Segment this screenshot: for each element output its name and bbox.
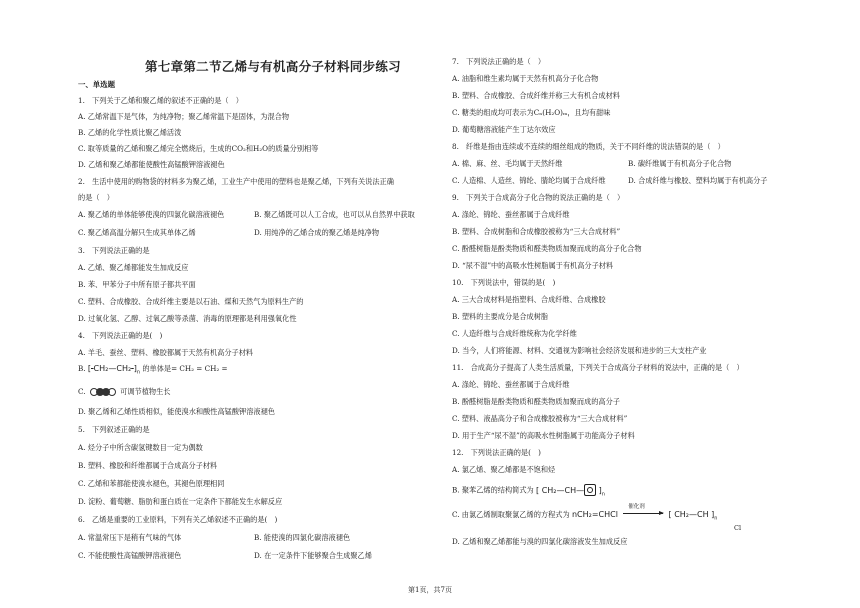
q8-option-b: B. 碳纤维属于有机高分子化合物 <box>628 159 732 168</box>
polystyrene-formula: [ CH₂—CH— ]$_n$ <box>536 485 605 498</box>
q9-option-d: D. “尿不湿”中的高吸水性树脂属于有机高分子材料 <box>452 261 614 270</box>
polyethylene-formula: [ CH₂—CH₂ ]$_n$ <box>87 364 141 376</box>
q12-option-b-text: B. 聚苯乙烯的结构简式为 <box>452 485 534 495</box>
q2-stem: 2. 生活中使用的购物袋的材料多为聚乙烯，工业生产中使用的塑料也是聚乙烯，下列有关说法正确 <box>78 177 394 186</box>
q8-option-a: A. 棉、麻、丝、毛均属于天然纤维 <box>452 159 563 168</box>
q10-stem: 10. 下列说法中，错误的是( ) <box>452 278 556 287</box>
q2-option-a: A. 聚乙烯的单体能够使溴的四氯化碳溶液褪色 <box>78 210 225 219</box>
q3-option-d: D. 过氧化氢、乙醇、过氧乙酸等杀菌、消毒的原理都是利用强氧化性 <box>78 314 297 323</box>
q2-option-c: C. 聚乙烯高温分解只生成其单体乙烯 <box>78 228 196 237</box>
q10-option-d: D. 当今，人们将能源、材料、交通视为影响社会经济发展和进步的三大支柱产业 <box>452 346 707 355</box>
q11-option-a: A. 涤纶、锦纶、蚕丝都属于合成纤维 <box>452 380 570 389</box>
q7-option-d: D. 葡萄糖溶液能产生丁达尔效应 <box>452 125 556 134</box>
section-heading: 一、单选题 <box>78 80 115 89</box>
q3-option-c: C. 塑料、合成橡胶、合成纤维主要是以石油、煤和天然气为原料生产的 <box>78 297 304 306</box>
q10-option-b: B. 塑料的主要成分是合成树脂 <box>452 312 549 321</box>
q6-option-a: A. 常温常压下是稍有气味的气体 <box>78 533 182 542</box>
q9-option-c: C. 酚醛树脂是酚类物质和醛类物质加聚而成的高分子化合物 <box>452 244 642 253</box>
ethylene-ball-model-icon <box>91 387 115 397</box>
q4-option-b: B. [ CH₂—CH₂ ]$_n$ 的单体是= CH₂ = CH₂ = <box>78 364 228 376</box>
q6-option-c: C. 不能使酸性高锰酸钾溶液褪色 <box>78 551 182 560</box>
page-title: 第七章第二节乙烯与有机高分子材料同步练习 <box>144 59 401 74</box>
q7-option-b: B. 塑料、合成橡胶、合成纤维并称三大有机合成材料 <box>452 91 620 100</box>
q3-option-b: B. 苯、甲苯分子中所有原子都共平面 <box>78 280 196 289</box>
q1-option-d: D. 乙烯和聚乙烯都能使酸性高锰酸钾溶液褪色 <box>78 160 225 169</box>
q12-option-d: D. 乙烯和聚乙烯都能与溴的四氯化碳溶液发生加成反应 <box>452 537 628 546</box>
q8-stem: 8. 纤维是指由连续或不连续的细丝组成的物质，关于不同纤维的说法错误的是（ ） <box>452 142 725 151</box>
q11-stem: 11. 合成高分子提高了人类生活质量，下列关于合成高分子材料的说法中，正确的是（ ） <box>452 363 744 372</box>
q5-stem: 5. 下列叙述正确的是 <box>78 425 150 434</box>
q9-option-b: B. 塑料、合成树脂和合成橡胶被称为“三大合成材料” <box>452 227 621 236</box>
q3-option-a: A. 乙烯、聚乙烯都能发生加成反应 <box>78 263 189 272</box>
q2-option-b: B. 聚乙烯既可以人工合成，也可以从自然界中获取 <box>254 210 415 219</box>
q1-option-b: B. 乙烯的化学性质比聚乙烯活泼 <box>78 128 182 137</box>
reaction-arrow-icon <box>620 504 666 520</box>
q7-option-c: C. 糖类的组成均可表示为Cₙ(H₂O)ₘ，且均有甜味 <box>452 108 611 117</box>
q4-stem: 4. 下列说法正确的是( ) <box>78 331 163 340</box>
q6-option-d: D. 在一定条件下能够聚合生成聚乙烯 <box>254 551 372 560</box>
q11-option-b: B. 酚醛树脂是酚类物质和醛类物质加聚而成的高分子 <box>452 397 620 406</box>
q4-option-a: A. 羊毛、蚕丝、塑料、橡胶都属于天然有机高分子材料 <box>78 348 254 357</box>
q9-stem: 9. 下列关于合成高分子化合物的说法正确的是（ ） <box>452 193 625 202</box>
q1-option-a: A. 乙烯常温下是气体，为纯净物；聚乙烯常温下是固体，为混合物 <box>78 112 290 121</box>
page-footer: 第1页，共7页 <box>408 586 452 594</box>
q12-chlorine-substituent: Cl <box>734 524 742 532</box>
q7-stem: 7. 下列说法正确的是（ ） <box>452 57 546 66</box>
q4-option-c: C. 可调节植物生长 <box>78 387 171 396</box>
q9-option-a: A. 涤纶、锦纶、蚕丝都属于合成纤维 <box>452 210 570 219</box>
q12-stem: 12. 下列说法正确的是( ) <box>452 448 541 457</box>
q12-option-c <box>452 504 742 532</box>
q10-option-a: A. 三大合成材料是指塑料、合成纤维、合成橡胶 <box>452 295 606 304</box>
q4-option-d: D. 聚乙烯和乙烯性质相似，能使溴水和酸性高锰酸钾溶液褪色 <box>78 407 275 416</box>
q2-option-d: D. 用纯净的乙烯合成的聚乙烯是纯净物 <box>254 228 380 237</box>
q6-stem: 6. 乙烯是重要的工业原料，下列有关乙烯叙述不正确的是( ) <box>78 515 278 524</box>
q4-option-c-text: 可调节植物生长 <box>120 387 171 396</box>
q10-option-c: C. 人造纤维与合成纤维统称为化学纤维 <box>452 329 577 338</box>
q8-option-d: D. 合成纤维与橡胶、塑料均属于有机高分子 <box>628 176 768 185</box>
q5-option-b: B. 塑料、橡胶和纤维都属于合成高分子材料 <box>78 461 218 470</box>
q3-stem: 3. 下列说法正确的是 <box>78 246 150 255</box>
q6-option-b: B. 能使溴的四氯化碳溶液褪色 <box>254 533 351 542</box>
q12-catalyst: 催化剂 <box>628 504 645 510</box>
q5-option-c: C. 乙烯和苯都能使溴水褪色，其褪色原理相同 <box>78 479 225 488</box>
q7-option-a: A. 油脂和维生素均属于天然有机高分子化合物 <box>452 74 599 83</box>
q12-option-c-text: C. 由氯乙烯制取聚氯乙烯的方程式为 <box>452 510 570 519</box>
q5-option-a: A. 烃分子中所含碳氢键数目一定为偶数 <box>78 443 203 452</box>
polyvinyl-chloride-formula: [ CH₂—CH ]$_n$ <box>668 510 718 522</box>
q5-option-d: D. 淀粉、葡萄糖、脂肪和蛋白质在一定条件下都能发生水解反应 <box>78 497 283 506</box>
benzene-ring-icon <box>584 484 596 496</box>
q1-option-c: C. 取等质量的乙烯和聚乙烯完全燃烧后，生成的CO₂和H₂O的质量分别相等 <box>78 144 319 153</box>
q12-reactant: nCH₂=CHCl <box>571 510 618 519</box>
q11-option-c: C. 塑料、液晶高分子和合成橡胶被称为“三大合成材料” <box>452 414 628 423</box>
q8-option-c: C. 人造棉、人造丝、锦纶、腈纶均属于合成纤维 <box>452 176 606 185</box>
q12-option-b <box>452 484 605 499</box>
q4-option-b-text: 的单体是= CH₂ = CH₂ = <box>142 364 228 373</box>
q11-option-d: D. 用于生产“尿不湿”的高吸水性树脂属于功能高分子材料 <box>452 431 635 440</box>
q12-option-a: A. 氯乙烯、聚乙烯都是不饱和烃 <box>452 465 556 474</box>
q2-stem-cont: 的是（ ） <box>78 193 114 202</box>
q1-stem: 1. 下列关于乙烯和聚乙烯的叙述不正确的是（ ） <box>78 96 243 105</box>
